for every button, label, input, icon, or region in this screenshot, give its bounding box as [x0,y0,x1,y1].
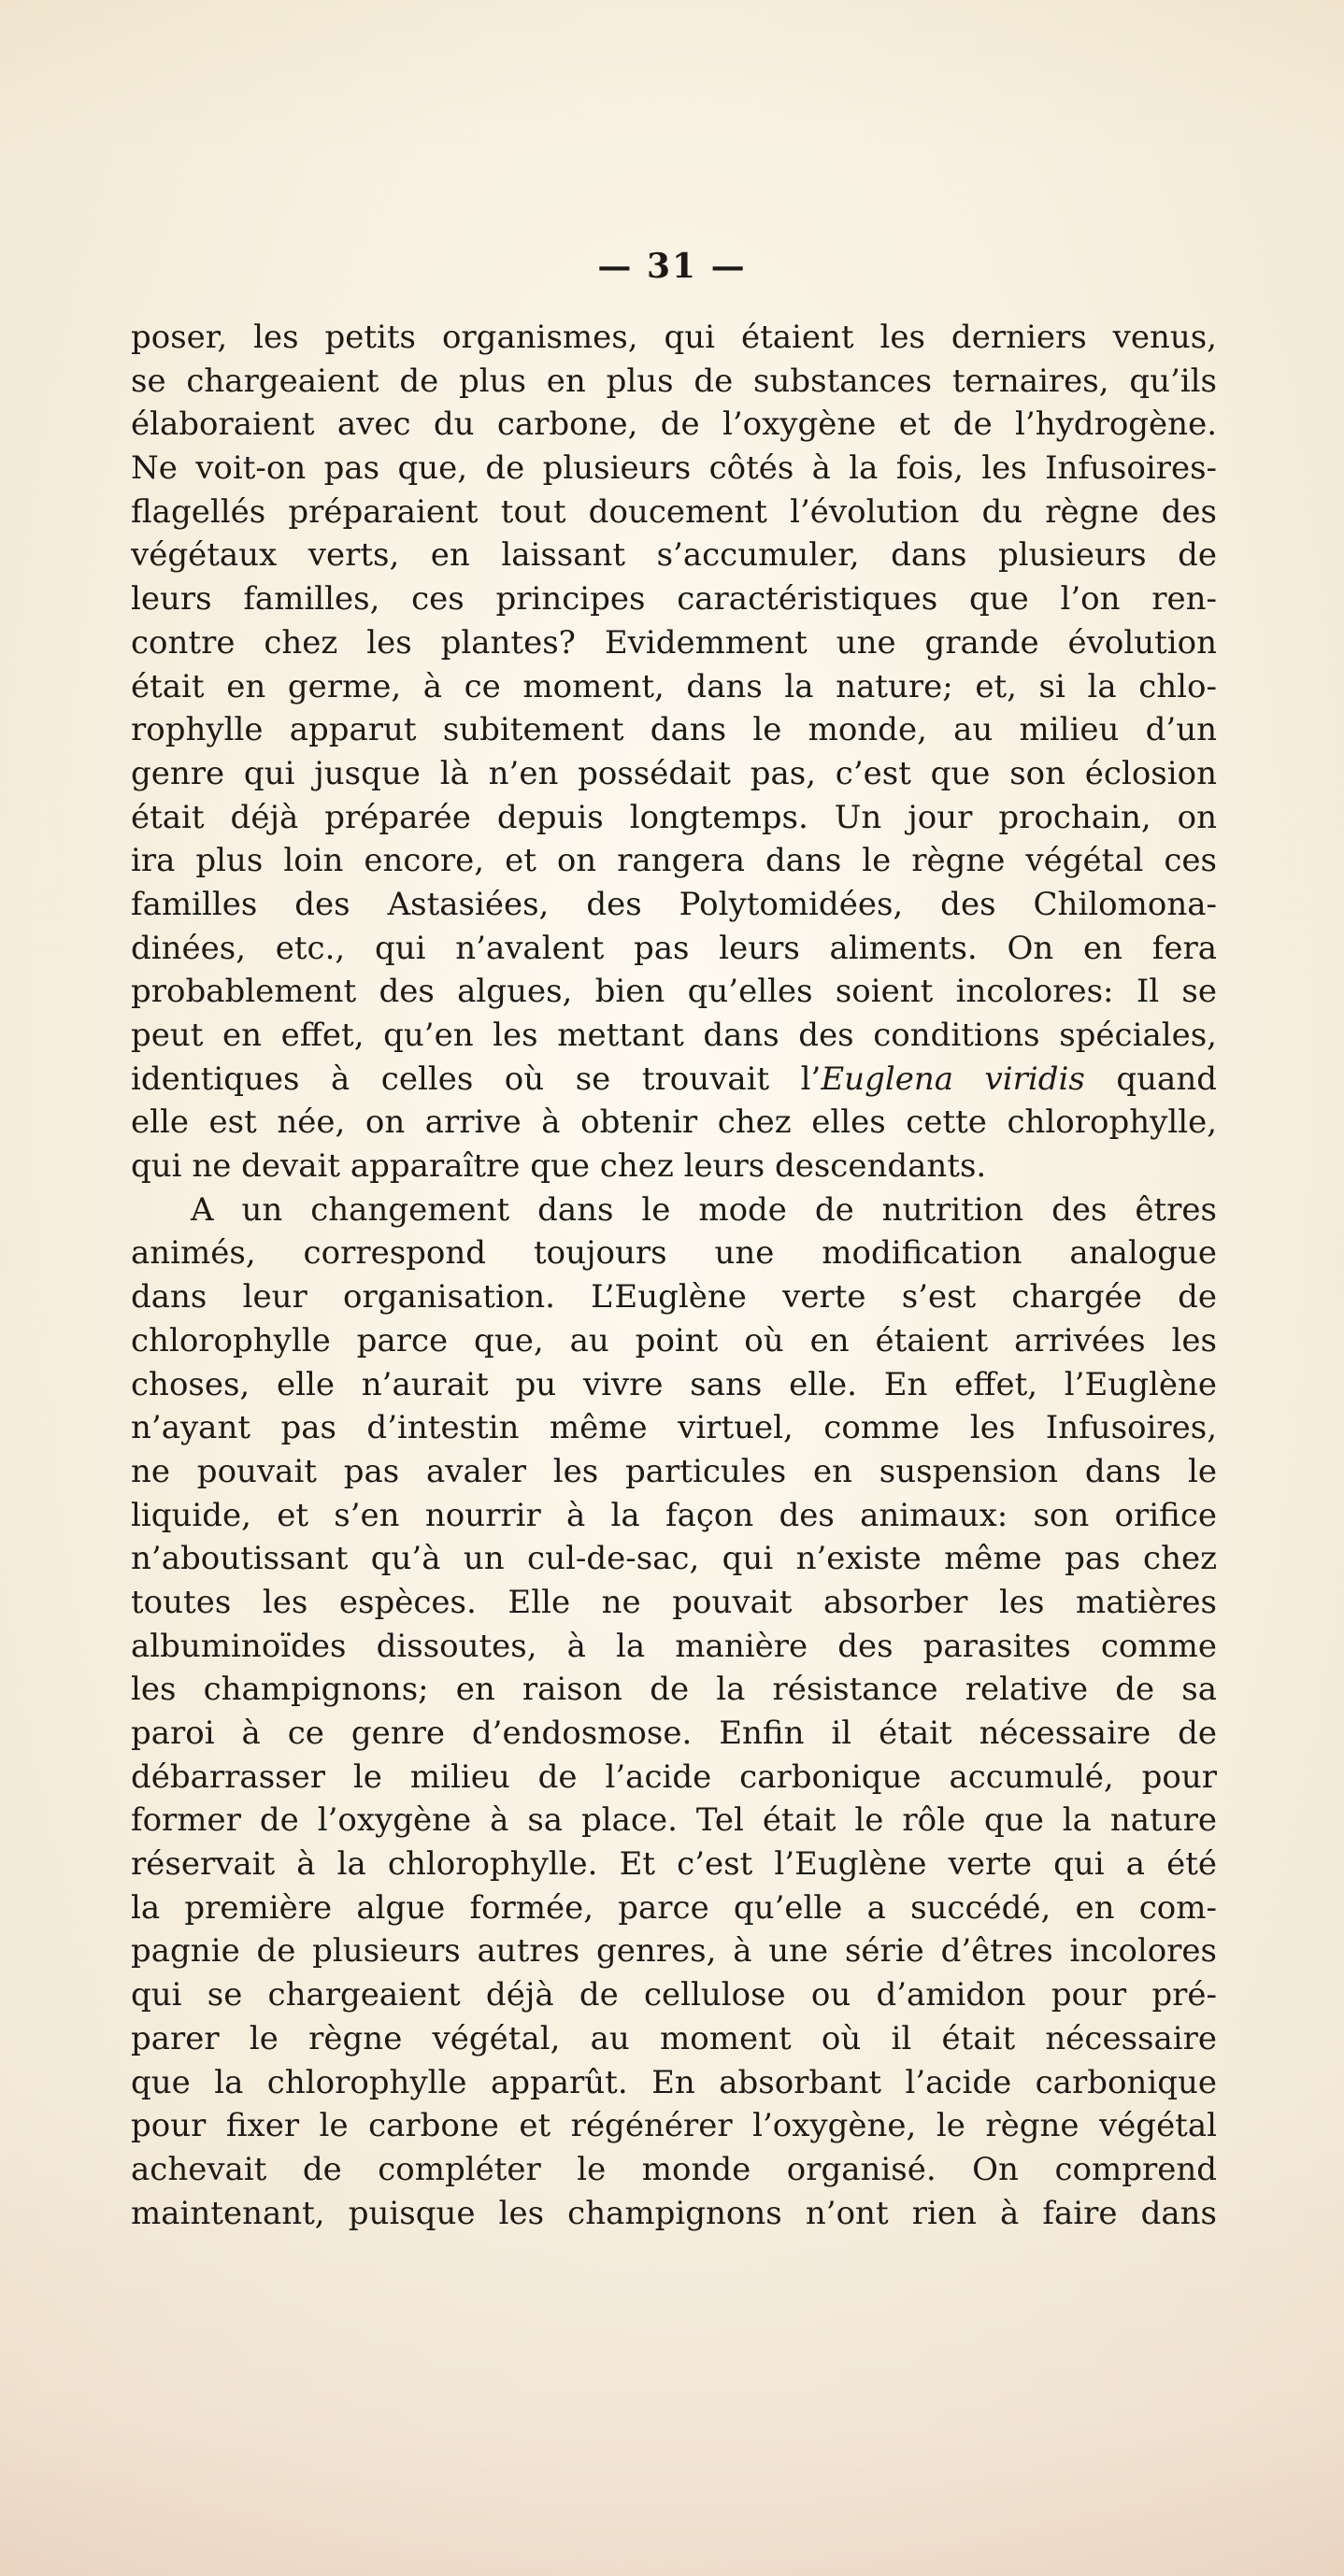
text-line: était déjà préparée depuis longtemps. Un jour prochain, on [131,798,1217,836]
text-line: contre chez les plantes? Evidemment une grande évolution [131,623,1217,662]
text-line: ira plus loin encore, et on rangera dans le règne végétal ces [131,842,1217,880]
text-line: leurs familles, ces principes caractéristiques que l’on ren- [131,580,1217,619]
text-line: ne pouvait pas avaler les particules en suspension dans le [131,1452,1217,1490]
line-start: identiques à celles où se trouvait l’ [131,1060,822,1098]
text-line: pour fixer le carbone et régénérer l’oxygène, le règne végétal [131,2107,1217,2145]
text-line: dinées, etc., qui n’avalent pas leurs aliments. On en fera [131,929,1217,967]
text-line: flagellés préparaient tout doucement l’évolution du règne des [131,492,1217,531]
line-end: quand [1084,1060,1217,1098]
text-line: n’ayant pas d’intestin même virtuel, comme les Infusoires, [131,1409,1217,1447]
text-line: les champignons; en raison de la résistance relative de sa [131,1671,1217,1709]
text-line: végétaux verts, en laissant s’accumuler, dans plusieurs de [131,536,1217,575]
paragraph-start-line: A un changement dans le mode de nutrition des êtres [191,1190,1217,1229]
text-line: familles des Astasiées, des Polytomidées, des Chilomona- [131,885,1217,923]
text-line: paroi à ce genre d’endosmose. Enfin il était nécessaire de [131,1715,1217,1752]
paragraph-end-line: qui ne devait apparaître que chez leurs descendants. [131,1147,987,1186]
text-line: n’aboutissant qu’à un cul-de-sac, qui n’existe même pas chez [131,1540,1217,1578]
text-line: choses, elle n’aurait pu vivre sans elle. En effet, l’Euglène [131,1365,1217,1403]
text-line: que la chlorophylle apparût. En absorbant l’acide carbonique [131,2063,1217,2101]
text-line: la première algue formée, parce qu’elle a succédé, en com- [131,1888,1217,1927]
page-number: — 31 — [597,247,747,286]
text-line: liquide, et s’en nourrir à la façon des animaux: son orifice [131,1496,1217,1534]
text-line: réservait à la chlorophylle. Et c’est l’Euglène verte qui a été [131,1845,1217,1884]
body-text [131,316,1217,2235]
text-line: genre qui jusque là n’en possédait pas, c’est que son éclosion [131,754,1217,792]
text-line: qui se chargeaient déjà de cellulose ou d’amidon pour pré- [131,1976,1217,2014]
species-name: Euglena viridis [821,1060,1085,1098]
text-line: probablement des algues, bien qu’elles soient incolores: Il se [131,973,1217,1011]
text-line: former de l’oxygène à sa place. Tel était le rôle que la nature [131,1801,1217,1840]
text-line: achevait de compléter le monde organisé. On comprend [131,2150,1217,2188]
text-line: se chargeaient de plus en plus de substances ternaires, qu’ils [131,362,1217,400]
text-line: était en germe, à ce moment, dans la nature; et, si la chlo- [131,667,1217,705]
text-line: pagnie de plusieurs autres genres, à une série d’êtres incolores [131,1932,1217,1971]
text-line: dans leur organisation. L’Euglène verte s’est chargée de [131,1278,1217,1316]
text-line: maintenant, puisque les champignons n’ont rien à faire dans [131,2194,1217,2232]
text-line: débarrasser le milieu de l’acide carbonique accumulé, pour [131,1758,1217,1796]
text-line: albuminoïdes dissoutes, à la manière des parasites comme [131,1627,1217,1665]
text-line-with-species [131,1058,1217,1102]
text-line: Ne voit-on pas que, de plusieurs côtés à la fois, les Infusoires- [131,449,1217,488]
text-line: parer le règne végétal, au moment où il était nécessaire [131,2019,1217,2057]
text-line: poser, les petits organismes, qui étaient les derniers venus, [131,319,1217,356]
text-line: rophylle apparut subitement dans le monde, au milieu d’un [131,711,1217,749]
text-line: animés, correspond toujours une modification analogue [131,1234,1217,1273]
text-line: élaboraient avec du carbone, de l’oxygène et de l’hydrogène. [131,406,1217,444]
text-line: toutes les espèces. Elle ne pouvait absorber les matières [131,1583,1217,1621]
text-line: peut en effet, qu’en les mettant dans des conditions spéciales, [131,1017,1217,1054]
text-line: elle est née, on arrive à obtenir chez elles cette chlorophylle, [131,1103,1217,1142]
text-line: chlorophylle parce que, au point où en étaient arrivées les [131,1321,1217,1359]
